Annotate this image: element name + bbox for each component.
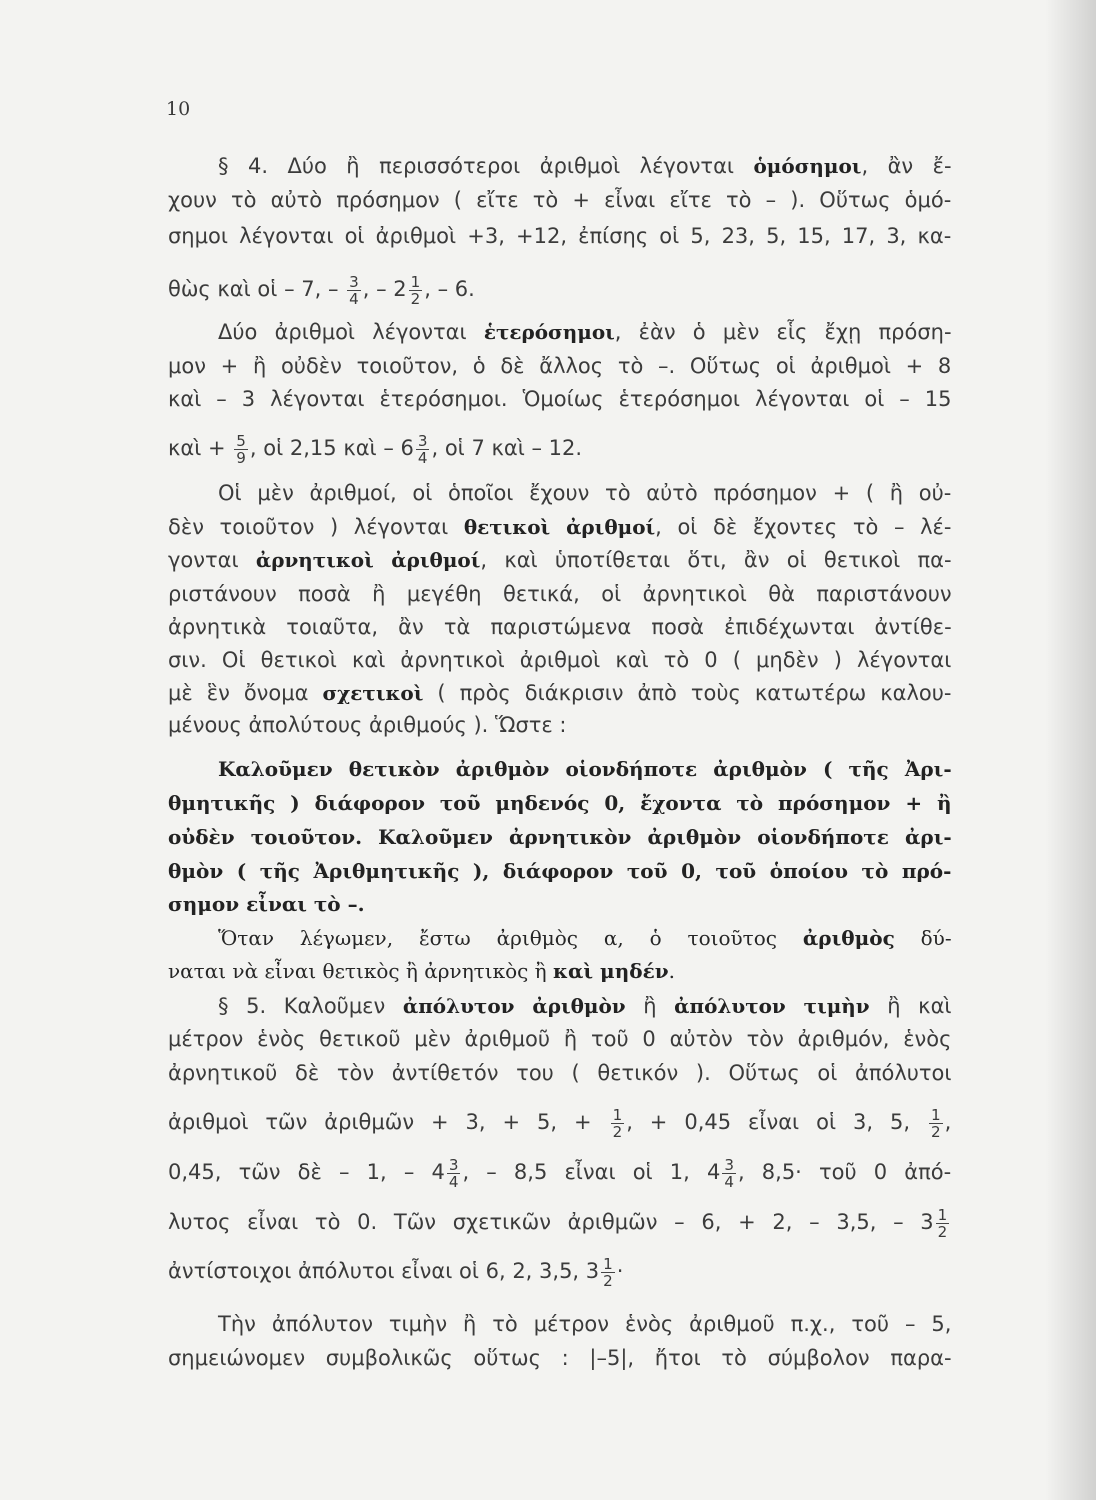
text-line — [168, 577, 952, 611]
text-line — [168, 431, 952, 465]
text-run: , + 0,45 εἶναι οἱ 3, 5, — [626, 1110, 927, 1134]
text-run: θὼς καὶ οἱ – 7, – — [168, 277, 346, 301]
text-line-content — [218, 315, 952, 349]
fraction-denominator: 4 — [417, 448, 428, 467]
fraction — [416, 433, 430, 466]
text-line — [168, 219, 952, 253]
text-run: Ὅταν λέγωμεν, ἔστω ἀριθμὸς α, ὁ τοιοῦτος — [218, 926, 803, 950]
text-run: § 5. Καλοῦμεν — [218, 994, 403, 1018]
text-line-content — [168, 543, 952, 577]
text-line — [168, 510, 952, 544]
text-line-content — [168, 272, 475, 306]
text-run: ἢ — [625, 994, 675, 1018]
text-run: δύ- — [894, 926, 952, 950]
fraction — [347, 274, 361, 307]
text-run: σημειώνομεν συμβολικῶς οὕτως : |–5|, ἤτοι τὸ σύμβολον παρα- — [168, 1346, 952, 1370]
text-run: λυτος εἶναι τὸ 0. Τῶν σχετικῶν ἀριθμῶν – 6, + 2, – 3,5, – 3 — [168, 1210, 934, 1234]
bold-term: ἀπόλυτον ἀριθμὸν — [402, 994, 626, 1018]
text-line-content — [168, 1022, 951, 1056]
fraction-numerator: 3 — [349, 272, 359, 291]
text-line-content — [218, 1307, 951, 1341]
text-run: μέτρον ἑνὸς θετικοῦ μὲν ἀριθμοῦ ἢ τοῦ 0 αὐτὸν τὸν ἀριθμόν, ἑνὸς — [168, 1027, 952, 1051]
text-line-content — [168, 1155, 951, 1189]
text-run: σημοι λέγονται οἱ ἀριθμοὶ +3, +12, ἐπίσης οἱ 5, 23, 5, 15, 17, 3, κα- — [168, 224, 952, 248]
fraction — [929, 1107, 943, 1140]
text-run: , οἱ δὲ ἔχοντες τὸ – λέ- — [655, 515, 952, 539]
text-run: μον + ἢ οὐδὲν τοιοῦτον, ὁ δὲ ἄλλος τὸ –. Οὕτως οἱ ἀριθμοὶ + 8 — [168, 354, 952, 378]
bold-term: ἑτερόσημοι — [483, 320, 615, 344]
text-run: , οἱ 2,15 καὶ – 6 — [249, 436, 414, 460]
text-line — [168, 610, 952, 644]
fraction-numerator: 1 — [937, 1205, 948, 1224]
fraction-denominator: 2 — [930, 1122, 941, 1141]
fraction-denominator: 2 — [937, 1222, 948, 1241]
text-line-content — [168, 349, 951, 383]
text-line — [168, 543, 952, 577]
fraction — [447, 1157, 461, 1190]
text-run: , ἐὰν ὁ μὲν εἷς ἔχῃ πρόση- — [614, 320, 952, 344]
text-line — [218, 752, 952, 786]
text-run: ( πρὸς διάκρισιν ἀπὸ τοὺς κατωτέρω καλου- — [423, 681, 952, 705]
page-number: 10 — [166, 98, 191, 120]
text-line — [168, 676, 952, 710]
bold-term: ἀριθμὸς — [802, 926, 895, 950]
text-line-content — [168, 577, 952, 611]
text-run: σιν. Οἱ θετικοὶ καὶ ἀρνητικοὶ ἀριθμοὶ καὶ τὸ 0 ( μηδὲν ) λέγονται — [168, 648, 952, 672]
bold-term: θμητικῆς ) διάφορον τοῦ μηδενός 0, ἔχοντα τὸ πρόσημον + ἢ — [168, 791, 952, 815]
text-run: ἀρνητικοῦ δὲ τὸν ἀντίθετόν του ( θετικόν ). Οὕτως οἱ ἀπόλυτοι — [168, 1061, 952, 1085]
fraction-denominator: 2 — [603, 1271, 613, 1290]
text-run: καὶ – 3 λέγονται ἑτερόσημοι. Ὁμοίως ἑτερόσημοι λέγονται οἱ – 15 — [168, 387, 952, 411]
fraction-denominator: 4 — [724, 1172, 734, 1191]
text-line — [218, 989, 952, 1023]
text-run: § 4. Δύο ἢ περισσότεροι ἀριθμοὶ λέγονται — [218, 154, 754, 178]
text-run: , 8,5· τοῦ 0 ἀπό- — [737, 1160, 952, 1184]
text-line — [218, 1307, 952, 1341]
text-line — [168, 954, 952, 988]
text-line-content — [168, 1056, 952, 1090]
text-run: Δύο ἀριθμοὶ λέγονται — [218, 320, 484, 344]
fraction-denominator: 4 — [448, 1172, 459, 1191]
fraction-denominator: 2 — [410, 289, 421, 308]
text-run: · — [616, 1259, 624, 1283]
text-line — [168, 1155, 952, 1189]
bold-term: Καλοῦμεν θετικὸν ἀριθμὸν οἱονδήποτε ἀριθμὸν ( τῆς Ἀρι- — [218, 757, 952, 781]
text-run: Οἱ μὲν ἀριθμοί, οἱ ὁποῖοι ἔχουν τὸ αὐτὸ πρόσημον + ( ἢ οὐ- — [218, 481, 952, 505]
text-line — [168, 786, 952, 820]
text-line-content — [168, 854, 951, 888]
text-line-content — [168, 643, 951, 677]
text-run: ἢ καὶ — [869, 994, 952, 1018]
text-run: μὲ ἓν ὄνομα — [168, 681, 323, 705]
text-run: καὶ + — [168, 436, 233, 460]
fraction — [601, 1256, 615, 1289]
fraction — [611, 1107, 625, 1140]
text-line — [168, 820, 952, 854]
fraction-numerator: 1 — [410, 272, 421, 291]
text-line-content — [218, 752, 952, 786]
text-line — [218, 476, 952, 510]
bold-term: καὶ μηδέν — [553, 959, 669, 983]
text-line — [168, 1105, 952, 1139]
text-line-content — [168, 708, 567, 742]
text-run: , ἂν ἔ- — [861, 154, 952, 178]
text-line-content — [168, 183, 951, 217]
text-line — [218, 315, 952, 349]
bold-term: σχετικοὶ — [322, 681, 424, 705]
text-line-content — [168, 954, 675, 988]
text-line — [168, 183, 952, 217]
bold-term: θμὸν ( τῆς Ἀριθμητικῆς ), διάφορον τοῦ 0, τοῦ ὁποίου τὸ πρό- — [168, 859, 952, 883]
fraction-denominator: 2 — [612, 1122, 623, 1141]
fraction-numerator: 1 — [930, 1105, 941, 1124]
text-line-content — [168, 219, 951, 253]
fraction-numerator: 1 — [603, 1254, 613, 1273]
text-run: . — [668, 959, 675, 983]
text-run: ἀρνητικὰ τοιαῦτα, ἂν τὰ παριστώμενα ποσὰ ἐπιδέχωνται ἀντίθε- — [168, 615, 952, 639]
text-line — [168, 708, 952, 742]
fraction-denominator: 4 — [349, 289, 359, 308]
text-line-content — [168, 431, 582, 465]
text-run: , – 2 — [362, 277, 407, 301]
text-line-content — [168, 786, 952, 820]
fraction-numerator: 3 — [417, 431, 428, 450]
text-line — [168, 1341, 952, 1375]
text-run: δὲν τοιοῦτον ) λέγονται — [168, 515, 464, 539]
text-line-content — [168, 610, 952, 644]
text-run: , οἱ 7 καὶ – 12. — [431, 436, 583, 460]
text-line — [168, 1022, 952, 1056]
text-line-content — [168, 1254, 623, 1288]
fraction — [722, 1157, 736, 1190]
text-run: γονται — [168, 548, 256, 572]
text-line — [168, 1205, 952, 1239]
bold-term: σημον εἶναι τὸ –. — [168, 892, 365, 916]
text-line-content — [168, 1341, 952, 1375]
text-line — [168, 382, 952, 416]
fraction-numerator: 3 — [724, 1155, 734, 1174]
bold-term: ἀπόλυτον τιμὴν — [674, 994, 870, 1018]
text-line-content — [168, 1105, 951, 1139]
text-run: ἀντίστοιχοι ἀπόλυτοι εἶναι οἱ 6, 2, 3,5, 3 — [168, 1259, 600, 1283]
text-run: ἀριθμοὶ τῶν ἀριθμῶν + 3, + 5, + — [168, 1110, 609, 1134]
text-line-content — [168, 382, 952, 416]
text-line-content — [218, 476, 951, 510]
fraction — [936, 1207, 950, 1240]
text-run: ριστάνουν ποσὰ ἢ μεγέθη θετικά, οἱ ἀρνητικοὶ θὰ παριστάνουν — [168, 582, 952, 606]
text-line — [168, 643, 952, 677]
text-line-content — [168, 820, 952, 854]
text-run: 0,45, τῶν δὲ – 1, – 4 — [168, 1160, 445, 1184]
text-line — [168, 349, 952, 383]
text-line — [218, 921, 952, 955]
bold-term: θετικοὶ ἀριθμοί — [463, 515, 656, 539]
text-run: , — [944, 1110, 952, 1134]
bold-term: ὁμόσημοι — [753, 154, 862, 178]
text-line — [168, 1254, 952, 1288]
fraction-numerator: 1 — [612, 1105, 623, 1124]
text-line — [218, 149, 952, 183]
text-line — [168, 854, 952, 888]
text-run: , καὶ ὑποτίθεται ὅτι, ἂν οἱ θετικοὶ πα- — [480, 548, 952, 572]
text-line-content — [218, 989, 952, 1023]
text-line-content — [168, 676, 952, 710]
text-line-content — [168, 510, 951, 544]
fraction — [409, 274, 423, 307]
text-run: , – 8,5 εἶναι οἱ 1, 4 — [462, 1160, 721, 1184]
fraction-numerator: 5 — [236, 431, 246, 450]
text-run: Τὴν ἀπόλυτον τιμὴν ἢ τὸ μέτρον ἑνὸς ἀριθμοῦ π.χ., τοῦ – 5, — [218, 1312, 952, 1336]
text-line-content — [218, 921, 952, 955]
text-run: χουν τὸ αὐτὸ πρόσημον ( εἴτε τὸ + εἶναι εἴτε τὸ – ). Οὕτως ὁμό- — [168, 188, 952, 212]
fraction-numerator: 3 — [448, 1155, 459, 1174]
text-line — [168, 272, 952, 306]
text-run: , – 6. — [424, 277, 475, 301]
text-line — [168, 1056, 952, 1090]
fraction — [234, 433, 248, 466]
fraction-denominator: 9 — [236, 448, 246, 467]
text-run: ναται νὰ εἶναι θετικὸς ἢ ἀρνητικὸς ἢ — [168, 959, 554, 983]
bold-term: ἀρνητικοὶ ἀριθμοί — [255, 548, 481, 572]
text-line — [168, 887, 952, 921]
bold-term: οὐδὲν τοιοῦτον. Καλοῦμεν ἀρνητικὸν ἀριθμὸν οἱονδήποτε ἀρι- — [168, 825, 952, 849]
text-line-content — [168, 1205, 951, 1239]
text-line-content — [168, 887, 365, 921]
text-line-content — [218, 149, 952, 183]
text-run: μένους ἀπολύτους ἀριθμούς ). Ὥστε : — [168, 713, 567, 737]
